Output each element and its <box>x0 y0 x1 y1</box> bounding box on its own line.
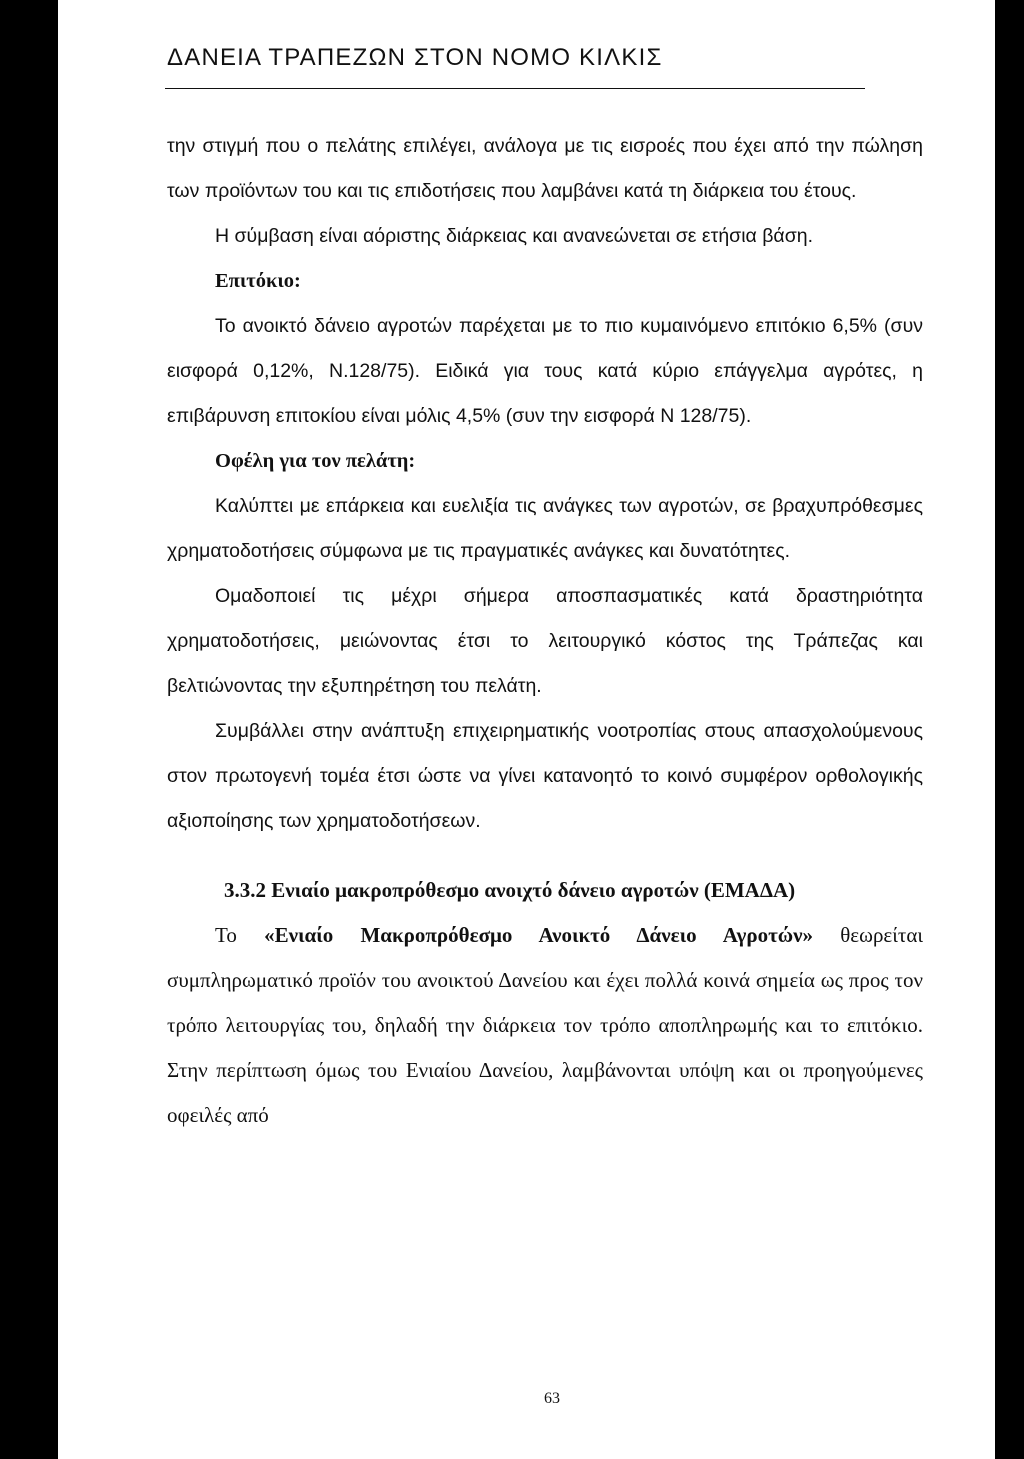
paragraph-4: Καλύπτει με επάρκεια και ευελιξία τις ανάγκες των αγροτών, σε βραχυπρόθεσμες χρηματοδοτήσεις σύμφωνα με τις πραγματικές ανάγκες και δυνατότητες. <box>167 495 923 562</box>
paragraph-3: Το ανοικτό δάνειο αγροτών παρέχεται με το πιο κυμαινόμενο επιτόκιο 6,5% (συν εισφορά 0,12%, Ν.128/75). Ειδικά για τους κατά κύριο επάγγελμα αγρότες, η επιβάρυνση επιτοκίου είναι μόλις 4,5% (συν την εισφορά Ν 128/75). <box>167 315 923 427</box>
paragraph-6: Συμβάλλει στην ανάπτυξη επιχειρηματικής νοοτροπίας στους απασχολούμενους στον πρωτογενή τομέα έτσι ώστε να γίνει κατανοητό το κοινό συμφέρον ορθολογικής αξιοποίησης των χρηματοδοτήσεων. <box>167 720 923 832</box>
page-number: 63 <box>544 1390 560 1407</box>
running-header: ΔΑΝΕΙΑ ΤΡΑΠΕΖΩΝ ΣΤΟΝ ΝΟΜΟ ΚΙΛΚΙΣ <box>167 44 663 71</box>
section-title: 3.3.2 Ενιαίο μακροπρόθεσμο ανοιχτό δάνειο αγροτών (ΕΜΑΔΑ) <box>224 878 796 902</box>
paragraph-7-product-name: «Ενιαίο Μακροπρόθεσμο Ανοικτό Δάνειο Αγροτών» <box>264 923 814 947</box>
header-rule <box>165 88 865 89</box>
heading-client-benefits: Οφέλη για τον πελάτη: <box>215 450 416 472</box>
heading-interest-rate: Επιτόκιο: <box>215 270 301 292</box>
paragraph-7-rest: θεωρείται συμπληρωματικό προϊόν του ανοικτού Δανείου και έχει πολλά κοινά σημεία ως προς τον τρόπο λειτουργίας του, δηλαδή την διάρκεια τον τρόπο αποπληρωμής και το επιτόκιο. Στην περίπτωση όμως του Ενιαίου Δανείου, λαμβάνονται υπόψη και οι προηγούμενες οφειλές από <box>167 923 923 1127</box>
paragraph-7-lead: Το <box>215 923 265 947</box>
body-text <box>167 124 923 1138</box>
paragraph-5: Ομαδοποιεί τις μέχρι σήμερα αποσπασματικές κατά δραστηριότητα χρηματοδοτήσεις, μειώνοντας έτσι το λειτουργικό κόστος της Τράπεζας και βελτιώνοντας την εξυπηρέτηση του πελάτη. <box>167 585 923 697</box>
section-gap <box>167 844 923 868</box>
paragraph-7 <box>167 913 923 1138</box>
paragraph-1: την στιγμή που ο πελάτης επιλέγει, ανάλογα με τις εισροές που έχει από την πώληση των προϊόντων του και τις επιδοτήσεις που λαμβάνει κατά τη διάρκεια του έτους. <box>167 135 923 202</box>
paragraph-2: Η σύμβαση είναι αόριστης διάρκειας και ανανεώνεται σε ετήσια βάση. <box>215 225 814 247</box>
